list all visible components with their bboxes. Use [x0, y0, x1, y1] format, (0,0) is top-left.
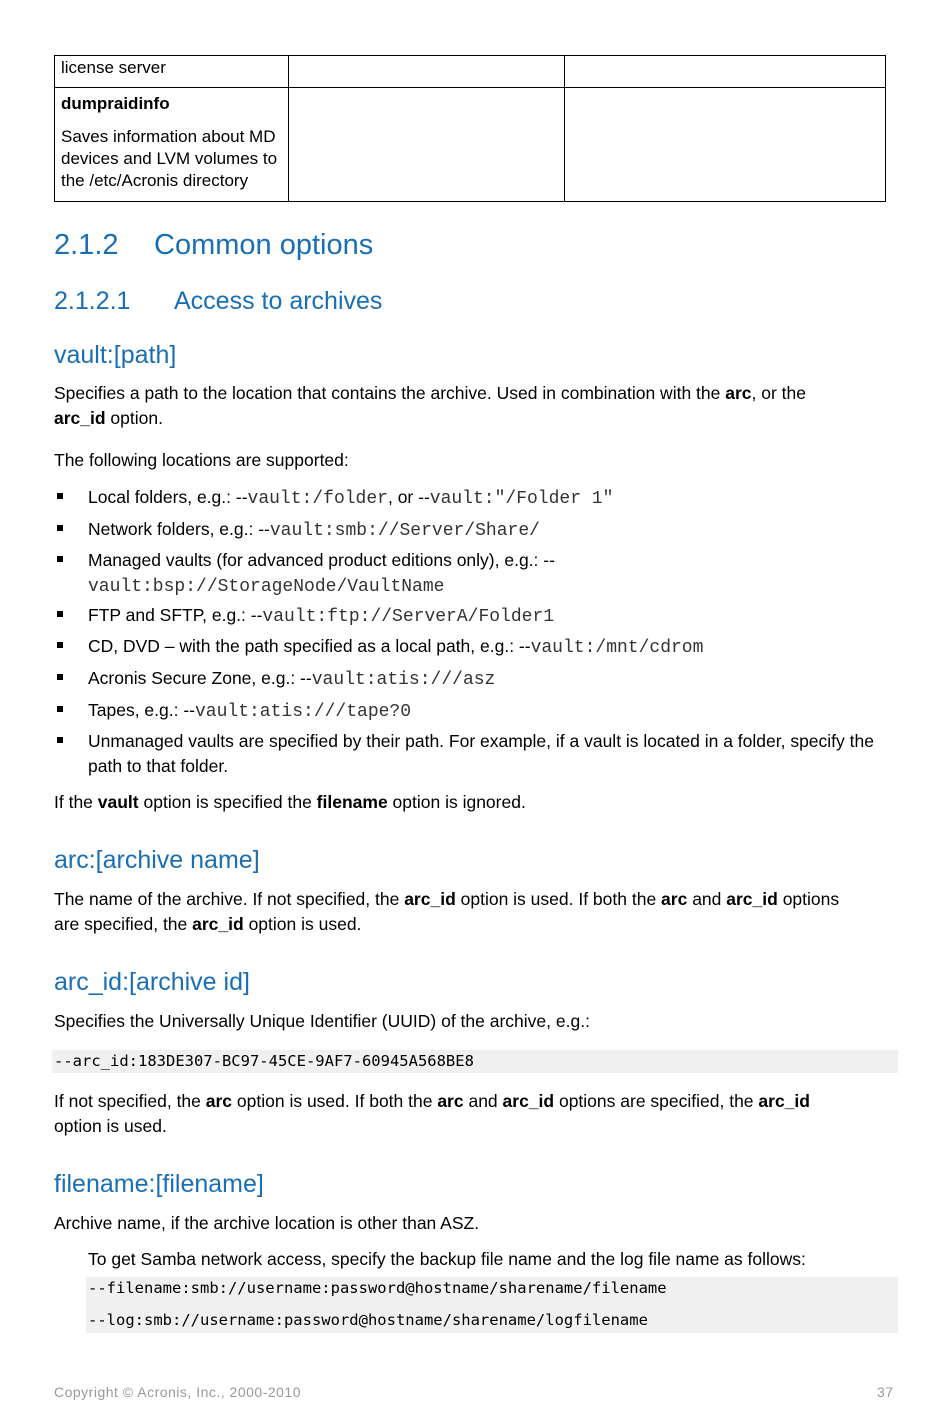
bold-term: filename — [316, 792, 388, 812]
option-description: Saves information about MD devices and LVM volumes to the /etc/Acronis directory — [61, 127, 278, 190]
bullet-icon — [57, 642, 63, 648]
code-text: vault:"/Folder 1" — [429, 489, 614, 509]
text: Unmanaged vaults are specified by their path. For example, if a vault is located in a folder, specify the path to that folder. — [88, 731, 874, 776]
section-number: 2.1.2 — [54, 229, 119, 261]
code-block — [52, 1050, 898, 1073]
text: Specifies a path to the location that contains the archive. Used in combination with the — [54, 383, 726, 403]
section-heading — [54, 229, 373, 262]
text: FTP and SFTP, e.g.: -- — [88, 605, 263, 625]
bullet-icon — [57, 556, 63, 562]
text: , or -- — [387, 487, 430, 507]
bullet-icon — [57, 493, 63, 499]
text: Tapes, e.g.: -- — [88, 700, 195, 720]
text: option is used. — [54, 1116, 167, 1136]
text: option is ignored. — [387, 792, 526, 812]
arc-id-heading: arc_id:[archive id] — [54, 968, 250, 996]
code-text: vault:/mnt/cdrom — [530, 638, 704, 658]
table-cell — [55, 88, 289, 202]
bullet-icon — [57, 611, 63, 617]
bold-term: arc_id — [502, 1091, 555, 1111]
code-text: --filename:smb://username:password@hostname/sharename/filename — [88, 1279, 667, 1297]
code-text: vault:/folder — [247, 489, 388, 509]
subsection-number: 2.1.2.1 — [54, 287, 131, 315]
table-cell — [289, 56, 565, 88]
text: Local folders, e.g.: -- — [88, 487, 248, 507]
subsection-title: Access to archives — [174, 287, 383, 315]
bold-term: arc_id — [726, 889, 778, 909]
text: If the — [54, 792, 98, 812]
text: are specified, the — [54, 914, 193, 934]
text: and — [687, 889, 727, 909]
table-row — [55, 56, 886, 88]
bullet-icon — [57, 737, 63, 743]
text: option is used. — [243, 914, 362, 934]
code-text: vault:smb://Server/Share/ — [269, 521, 540, 541]
text: Network folders, e.g.: -- — [88, 519, 270, 539]
bullet-icon — [57, 706, 63, 712]
code-text: --arc_id:183DE307-BC97-45CE-9AF7-60945A568BE8 — [54, 1052, 474, 1070]
text: options are specified, the — [554, 1091, 759, 1111]
bold-term: arc — [661, 889, 688, 909]
bold-term: arc — [437, 1091, 464, 1111]
bold-term: arc_id — [404, 889, 456, 909]
bold-term: arc — [205, 1091, 233, 1111]
copyright: Copyright © Acronis, Inc., 2000-2010 — [54, 1384, 301, 1400]
text: and — [463, 1091, 503, 1111]
cell-text: license server — [61, 58, 166, 77]
option-name: dumpraidinfo — [61, 94, 170, 113]
text: option is specified the — [138, 792, 317, 812]
code-text: vault:atis:///tape?0 — [195, 702, 412, 722]
table-cell — [55, 56, 289, 88]
arc-id-description: Specifies the Universally Unique Identifier (UUID) of the archive, e.g.: — [54, 1011, 590, 1031]
samba-note: To get Samba network access, specify the backup file name and the log file name as follows: — [88, 1249, 806, 1269]
bold-term: vault — [97, 792, 139, 812]
bold-term: arc — [725, 383, 752, 403]
subsection-heading — [54, 287, 382, 316]
code-block — [86, 1277, 898, 1333]
table-cell — [565, 88, 886, 202]
table-cell — [565, 56, 886, 88]
section-title: Common options — [154, 229, 374, 261]
code-text: vault:atis:///asz — [311, 670, 496, 690]
bold-term: arc_id — [192, 914, 244, 934]
text: option is used. If both the — [455, 889, 662, 909]
filename-heading: filename:[filename] — [54, 1170, 264, 1198]
locations-intro: The following locations are supported: — [54, 450, 349, 470]
vault-note — [54, 790, 904, 815]
arc-id-note — [54, 1089, 904, 1139]
page-number: 37 — [877, 1384, 894, 1400]
code-text: --log:smb://username:password@hostname/sharename/logfilename — [88, 1311, 648, 1329]
text: , or the — [751, 383, 806, 403]
text: option. — [105, 408, 163, 428]
code-text: vault:ftp://ServerA/Folder1 — [262, 607, 555, 627]
arc-description — [54, 887, 904, 937]
options-table — [54, 55, 886, 202]
text: Acronis Secure Zone, e.g.: -- — [88, 668, 312, 688]
table-cell — [289, 88, 565, 202]
bold-term: arc_id — [758, 1091, 810, 1111]
bullet-icon — [57, 525, 63, 531]
bold-term: arc_id — [54, 408, 106, 428]
code-text: vault:bsp://StorageNode/VaultName — [88, 577, 445, 597]
filename-description: Archive name, if the archive location is other than ASZ. — [54, 1213, 480, 1233]
text: If not specified, the — [54, 1091, 206, 1111]
vault-description — [54, 381, 904, 431]
table-row — [55, 88, 886, 202]
bullet-icon — [57, 674, 63, 680]
text: option is used. If both the — [232, 1091, 438, 1111]
text: options — [777, 889, 840, 909]
vault-heading: vault:[path] — [54, 341, 177, 369]
text: The name of the archive. If not specified, the — [54, 889, 405, 909]
arc-heading: arc:[archive name] — [54, 846, 260, 874]
text: CD, DVD – with the path specified as a local path, e.g.: -- — [88, 636, 531, 656]
text: Managed vaults (for advanced product editions only), e.g.: -- — [88, 550, 555, 570]
